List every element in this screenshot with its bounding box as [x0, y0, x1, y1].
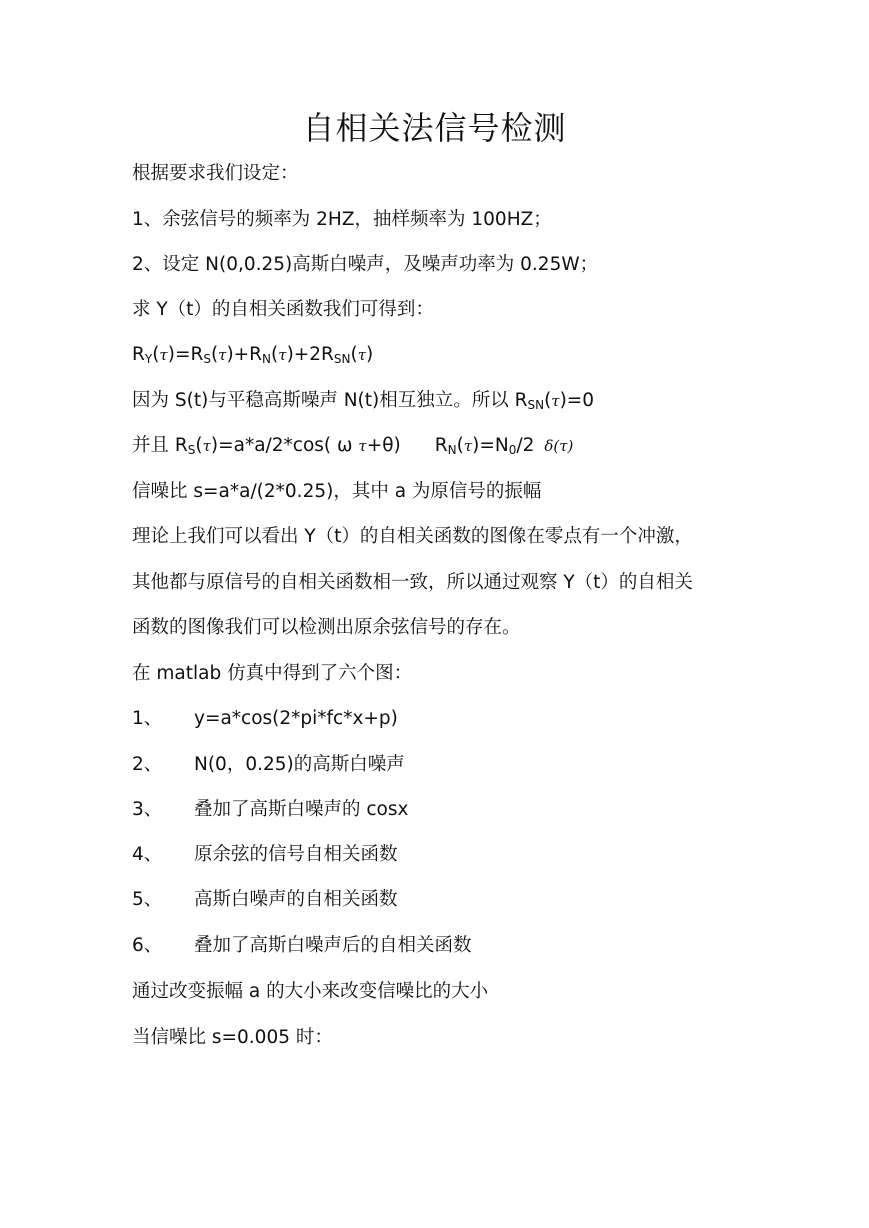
- paragraph-amplitude: 通过改变振幅 a 的大小来改变信噪比的大小: [132, 981, 489, 1002]
- eq-text: )+2R: [286, 344, 334, 365]
- delta-function: δ(τ): [544, 437, 574, 455]
- list-item: [132, 796, 408, 824]
- list-text: 叠加了高斯白噪声后的自相关函数: [194, 935, 472, 956]
- eq-text: (: [271, 344, 279, 365]
- list-number: 5、: [132, 889, 163, 910]
- list-item: [132, 751, 405, 779]
- list-item: [132, 886, 398, 914]
- eq-subscript: N: [262, 352, 272, 366]
- list-number: 1、: [132, 708, 163, 729]
- eq-text: R: [434, 435, 448, 456]
- list-item: [132, 705, 398, 733]
- tau-symbol: τ: [357, 346, 367, 364]
- tau-symbol: τ: [551, 392, 560, 410]
- paragraph-autocorrelation-intro: 求 Y（t）的自相关函数我们可得到：: [132, 299, 434, 320]
- list-number: 3、: [132, 799, 163, 820]
- eq-text: (: [195, 435, 203, 456]
- eq-subscript: S: [187, 443, 196, 457]
- list-item: [132, 841, 398, 869]
- tau-symbol: τ: [218, 346, 227, 364]
- paragraph-matlab: 在 matlab 仿真中得到了六个图：: [132, 663, 413, 684]
- list-text: N(0，0.25)的高斯白噪声: [194, 754, 405, 775]
- eq-text: )=0: [559, 390, 595, 411]
- eq-text: (: [350, 344, 358, 365]
- list-number: 2、: [132, 754, 163, 775]
- tau-symbol: τ: [278, 346, 287, 364]
- eq-text: (: [210, 344, 219, 365]
- eq-text: (: [544, 390, 552, 411]
- eq-text: )+R: [226, 344, 263, 365]
- eq-subscript: N: [447, 443, 457, 457]
- paragraph-theory-2: 其他都与原信号的自相关函数相一致，所以通过观察 Y（t）的自相关: [132, 572, 693, 593]
- eq-text: (: [152, 344, 160, 365]
- paragraph-snr-case: 当信噪比 s=0.005 时：: [132, 1027, 333, 1048]
- list-number: 6、: [132, 935, 163, 956]
- equation-rs-rn: [132, 432, 573, 464]
- equation-ry: [132, 341, 373, 373]
- eq-text: )=a*a/2*cos(: [210, 435, 332, 456]
- list-number: 4、: [132, 844, 163, 865]
- eq-subscript: SN: [333, 352, 351, 366]
- eq-text: ): [366, 344, 374, 365]
- list-text: 高斯白噪声的自相关函数: [194, 889, 398, 910]
- eq-text: (: [456, 435, 464, 456]
- eq-text: )=N: [472, 435, 509, 456]
- eq-subscript: 0: [508, 443, 517, 457]
- tau-symbol: τ: [159, 346, 168, 364]
- tau-symbol: τ: [358, 437, 367, 455]
- omega-symbol: ω: [331, 435, 359, 456]
- document-title: 自相关法信号检测: [302, 109, 567, 147]
- paragraph-snr: 信噪比 s=a*a/(2*0.25)，其中 a 为原信号的振幅: [132, 481, 542, 502]
- eq-text: /2: [516, 435, 535, 456]
- eq-subscript: SN: [527, 398, 545, 412]
- list-text: y=a*cos(2*pi*fc*x+p): [194, 708, 398, 729]
- tau-symbol: τ: [202, 437, 211, 455]
- eq-text: R: [132, 344, 145, 365]
- equation-rsn: [132, 387, 594, 419]
- list-text: 原余弦的信号自相关函数: [194, 844, 398, 865]
- tau-symbol: τ: [463, 437, 473, 455]
- paragraph-settings-intro: 根据要求我们设定：: [132, 163, 299, 184]
- eq-subscript: Y: [144, 352, 153, 366]
- paragraph-signal-frequency: 1、余弦信号的频率为 2HZ，抽样频率为 100HZ；: [132, 209, 552, 230]
- list-text: 叠加了高斯白噪声的 cosx: [194, 799, 409, 820]
- paragraph-noise-setting: 2、设定 N(0,0.25)高斯白噪声，及噪声功率为 0.25W；: [132, 254, 599, 275]
- eq-text: 并且 R: [132, 435, 188, 456]
- paragraph-theory-3: 函数的图像我们可以检测出原余弦信号的存在。: [132, 617, 521, 638]
- paragraph-theory-1: 理论上我们可以看出 Y（t）的自相关函数的图像在零点有一个冲激，: [132, 526, 693, 547]
- eq-text: )=R: [167, 344, 204, 365]
- eq-subscript: S: [203, 352, 211, 366]
- list-item: [132, 932, 472, 960]
- eq-text: 因为 S(t)与平稳高斯噪声 N(t)相互独立。所以 R: [132, 390, 528, 411]
- eq-text: +θ): [366, 435, 401, 456]
